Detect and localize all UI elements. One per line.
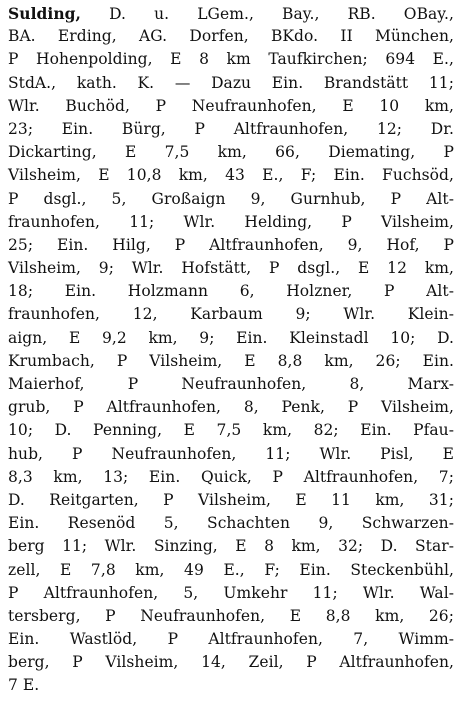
entry-line-1-text: D. u. LGem., Bay., RB. OBay., (80, 5, 454, 23)
entry-line-24: berg 11; Wlr. Sinzing, E 8 km, 32; D. Star- (8, 537, 454, 556)
entry-line-20: hub, P Neufraunhofen, 11; Wlr. Pisl, E (8, 444, 454, 463)
entry-line-6: 23; Ein. Bürg, P Altfraunhofen, 12; Dr. (8, 119, 454, 138)
entry-line-15: aign, E 9,2 km, 9; Ein. Kleinstadl 10; D. (8, 328, 454, 347)
entry-line-3: P Hohenpolding, E 8 km Taufkirchen; 694 E., (8, 50, 454, 69)
entry-line-8: Vilsheim, E 10,8 km, 43 E., F; Ein. Fuchsöd, (8, 166, 454, 185)
entry-line-2: BA. Erding, AG. Dorfen, BKdo. II München, (8, 27, 454, 46)
entry-line-5: Wlr. Buchöd, P Neufraunhofen, E 10 km, (8, 96, 454, 115)
entry-line-10: fraunhofen, 11; Wlr. Helding, P Vilsheim, (8, 212, 454, 231)
entry-line-27: tersberg, P Neufraunhofen, E 8,8 km, 26; (8, 606, 454, 625)
entry-line-1 (8, 2, 454, 25)
entry-line-9: P dsgl., 5, Großaign 9, Gurnhub, P Alt- (8, 189, 454, 208)
entry-line-14: fraunhofen, 12, Karbaum 9; Wlr. Klein- (8, 305, 454, 324)
entry-line-7: Dickarting, E 7,5 km, 66, Diemating, P (8, 143, 454, 162)
entry-line-25: zell, E 7,8 km, 49 E., F; Ein. Steckenbühl, (8, 560, 454, 579)
entry-headword: Sulding, (8, 4, 81, 23)
entry-line-28: Ein. Wastlöd, P Altfraunhofen, 7, Wimm- (8, 630, 454, 649)
entry-line-16: Krumbach, P Vilsheim, E 8,8 km, 26; Ein. (8, 351, 454, 370)
entry-line-17: Maierhof, P Neufraunhofen, 8, Marx- (8, 375, 454, 393)
entry-line-13: 18; Ein. Holzmann 6, Holzner, P Alt- (8, 282, 454, 301)
entry-line-29: berg, P Vilsheim, 14, Zeil, P Altfraunhofen, (8, 653, 454, 672)
entry-line-23: Ein. Resenöd 5, Schachten 9, Schwarzen- (8, 514, 454, 533)
entry-line-22: D. Reitgarten, P Vilsheim, E 11 km, 31; (8, 490, 454, 509)
entry-line-26: P Altfraunhofen, 5, Umkehr 11; Wlr. Wal- (8, 583, 454, 602)
entry-line-11: 25; Ein. Hilg, P Altfraunhofen, 9, Hof, P (8, 235, 454, 254)
entry-line-19: 10; D. Penning, E 7,5 km, 82; Ein. Pfau- (8, 421, 454, 440)
entry-line-12: Vilsheim, 9; Wlr. Hofstätt, P dsgl., E 12 km, (8, 259, 454, 278)
entry-line-30: 7 E. (8, 676, 40, 695)
gazetteer-entry-sulding (8, 2, 454, 698)
entry-line-21: 8,3 km, 13; Ein. Quick, P Altfraunhofen, 7; (8, 467, 454, 486)
entry-line-4: StdA., kath. K. — Dazu Ein. Brandstätt 11; (8, 73, 454, 92)
entry-line-18: grub, P Altfraunhofen, 8, Penk, P Vilsheim, (8, 398, 454, 417)
